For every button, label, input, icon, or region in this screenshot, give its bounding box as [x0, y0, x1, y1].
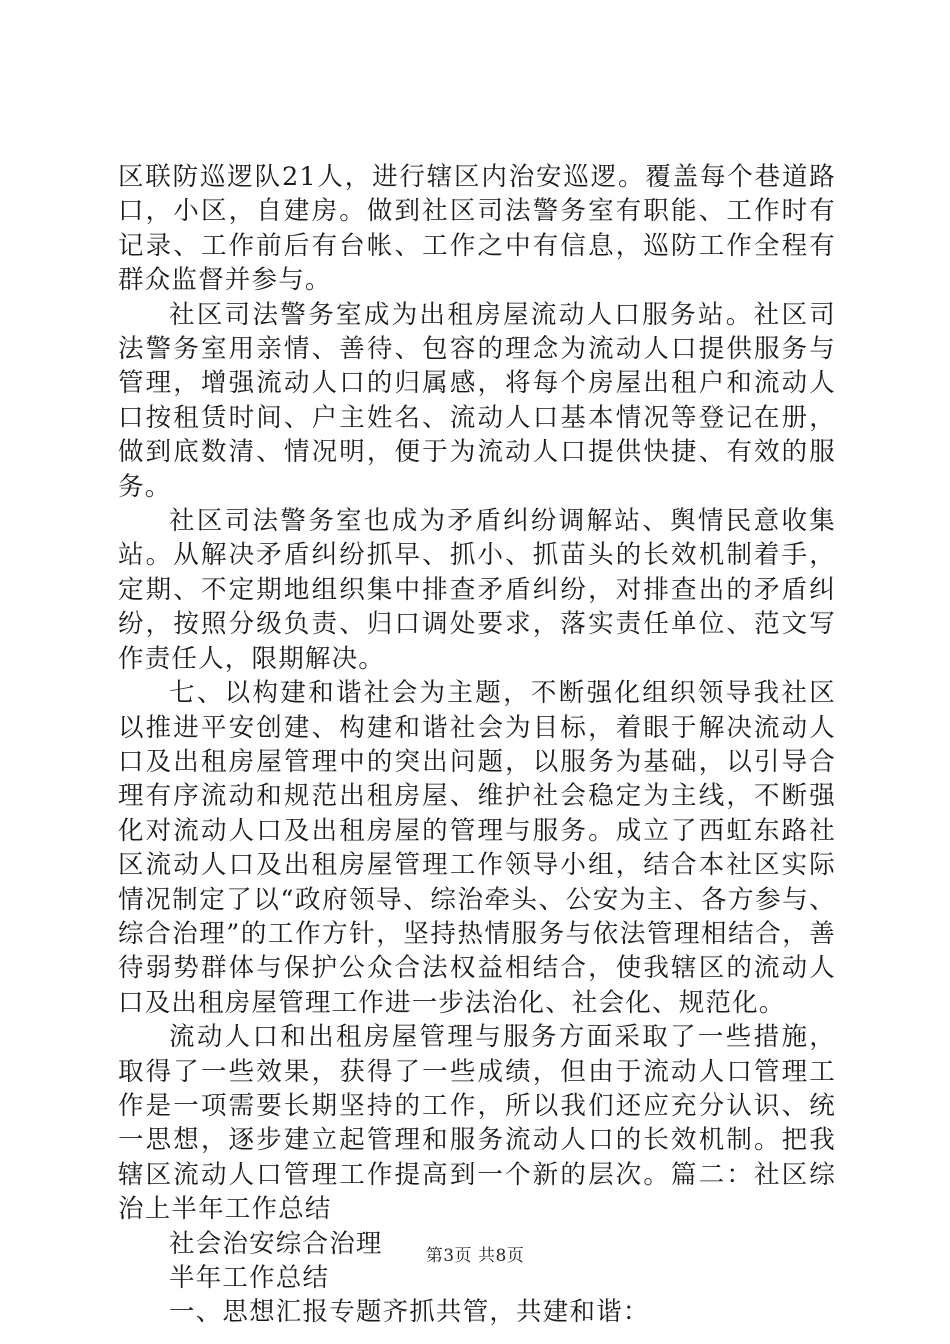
heading-comprehensive-governance: 社会治安综合治理: [169, 1228, 383, 1259]
paragraph-conclusion: 流动人口和出租房屋管理与服务方面采取了一些措施，取得了一些效果，获得了一些成绩，但由于流动人口管理工作是一项需要长期坚持的工作，所以我们还应充分认识、统一思想，逐步建立起管理和服务流动人口的长效机制。把我辖区流动人口管理工作提高到一个新的层次。篇二：社区综治上半年工作总结: [118, 1022, 836, 1225]
heading-section-one: 一、思想汇报专题齐抓共管，共建和谐：: [169, 1297, 650, 1328]
paragraph-service-station: 社区司法警务室成为出租房屋流动人口服务站。社区司法警务室用亲情、善待、包容的理念为流动人口提供服务与管理，增强流动人口的归属感，将每个房屋出租户和流动人口按租赁时间、户主姓名、流动人口基本情况等登记在册，做到底数清、情况明，便于为流动人口提供快捷、有效的服务。: [118, 299, 836, 502]
paragraph-section-seven: 七、以构建和谐社会为主题，不断强化组织领导我社区以推进平安创建、构建和谐社会为目标，着眼于解决流动人口及出租房屋管理中的突出问题，以服务为基础，以引导合理有序流动和规范出租房屋、维护社会稳定为主线，不断强化对流动人口及出租房屋的管理与服务。成立了西虹东路社区流动人口及出租房屋管理工作领导小组，结合本社区实际情况制定了以“政府领导、综治牵头、公安为主、各方参与、综合治理”的工作方针，坚持热情服务与依法管理相结合，善待弱势群体与保护公众合法权益相结合，使我辖区的流动人口及出租房屋管理工作进一步法治化、社会化、规范化。: [118, 678, 836, 1018]
paragraph-mediation-station: 社区司法警务室也成为矛盾纠纷调解站、舆情民意收集站。从解决矛盾纠纷抓早、抓小、抓苗头的长效机制着手，定期、不定期地组织集中排查矛盾纠纷，对排查出的矛盾纠纷，按照分级负责、归口调处要求，落实责任单位、范文写作责任人，限期解决。: [118, 506, 836, 674]
document-body: [118, 160, 836, 1330]
page-number-footer: 第3页 共8页: [425, 1246, 525, 1266]
paragraph-continuation: 区联防巡逻队21人，进行辖区内治安巡逻。覆盖每个巷道路口，小区，自建房。做到社区司法警务室有职能、工作时有记录、工作前后有台帐、工作之中有信息，巡防工作全程有群众监督并参与。: [118, 162, 836, 296]
heading-half-year-summary: 半年工作总结: [169, 1263, 330, 1293]
